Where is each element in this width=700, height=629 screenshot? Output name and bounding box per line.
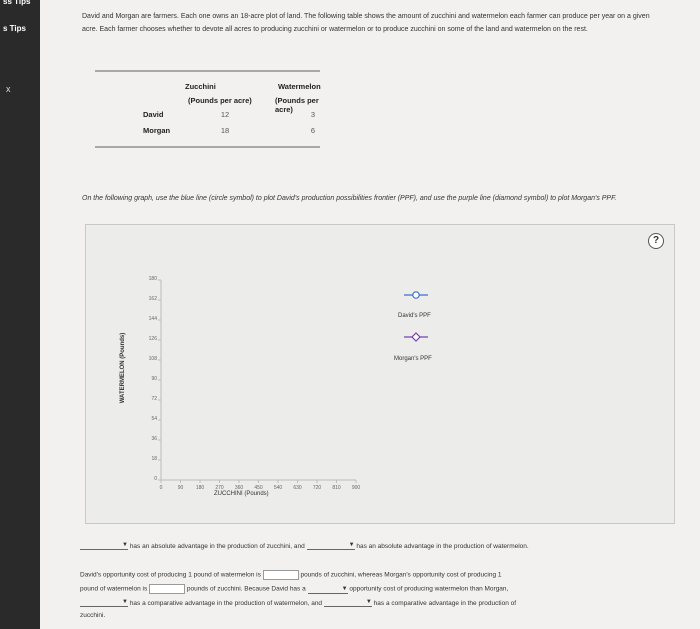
question-absolute-advantage [80, 541, 529, 550]
y-tick-label: 54 [151, 416, 157, 422]
y-tick-label: 180 [148, 276, 157, 282]
q3-c-text: zucchini. [80, 612, 106, 619]
q2-b-text: pounds of zucchini, whereas Morgan's opportunity cost of producing 1 [300, 571, 502, 579]
y-tick-label: 36 [151, 436, 157, 442]
morgan-legend-label: Morgan's PPF [394, 356, 432, 362]
y-tick-label: 108 [148, 356, 157, 362]
morgan-zucchini: 18 [220, 126, 230, 135]
comparative-watermelon-dropdown[interactable]: ▼ [80, 598, 128, 607]
x-tick-label: 270 [215, 485, 224, 491]
production-table [95, 70, 320, 148]
david-zucchini: 12 [220, 110, 230, 119]
x-tick-label: 0 [159, 485, 163, 491]
x-tick-label: 720 [312, 485, 322, 491]
y-tick-label: 144 [148, 316, 157, 322]
x-tick-label: 450 [254, 485, 263, 491]
absolute-zucchini-dropdown[interactable]: ▼ [80, 541, 128, 550]
morgan-watermelon: 6 [310, 126, 316, 135]
x-tick-label: 90 [177, 485, 184, 491]
x-tick-label: 180 [195, 485, 205, 491]
david-legend-label: David's PPF [398, 313, 431, 319]
row-morgan-name: Morgan [143, 126, 171, 135]
q2-e-text: opportunity cost of producing watermelon than Morgan, [349, 585, 509, 593]
intro-text: David and Morgan are farmers. Each one owns an 18-acre plot of land. The following table shows the amount of zucchini and watermelon each farmer can produce per year on a given acre. Each farmer chooses whether to devote all acres to producing zucchini or watermelon or to produce zucchini on some of the land and watermelon on the rest. [82, 13, 650, 33]
question-comparative-advantage [80, 598, 516, 607]
question-opportunity-cost-line2 [80, 584, 508, 594]
q2-c-text: pound of watermelon is [80, 585, 148, 593]
david-opportunity-cost-input[interactable] [263, 570, 299, 580]
q2-d-text: pounds of zucchini. Because David has a [186, 585, 306, 593]
q1-end-text: has an absolute advantage in the production of watermelon. [356, 543, 529, 550]
table-top-rule [95, 70, 320, 72]
help-icon[interactable]: ? [648, 233, 664, 249]
david-watermelon: 3 [310, 110, 316, 119]
comparative-zucchini-dropdown[interactable]: ▼ [324, 598, 372, 607]
graph-instructions: On the following graph, use the blue line (circle symbol) to plot David's production possibilities frontier (PPF), and use the purple line (diamond symbol) to plot Morgan's PPF. [82, 195, 617, 202]
x-tick-label: 900 [351, 485, 361, 491]
ppf-graph[interactable] [86, 225, 676, 525]
row-david-name: David [143, 110, 164, 119]
q1-mid-text: has an absolute advantage in the production of zucchini, and [129, 543, 305, 550]
col-zucchini-header: Zucchini [185, 82, 216, 91]
x-axis-title: ZUCCHINI (Pounds) [214, 491, 269, 497]
absolute-watermelon-dropdown[interactable]: ▼ [307, 541, 355, 550]
x-tick-label: 810 [332, 485, 341, 491]
morgan-legend-marker[interactable] [404, 333, 428, 341]
y-tick-label: 162 [148, 296, 157, 302]
y-tick-label: 90 [151, 376, 157, 382]
x-tick-label: 540 [273, 485, 283, 491]
y-axis-title: WATERMELON (Pounds) [120, 332, 126, 404]
opportunity-cost-comparison-dropdown[interactable]: ▼ [308, 585, 348, 594]
question-panel [40, 0, 700, 629]
tips-label-top[interactable]: ss Tips [3, 0, 31, 6]
sidebar [0, 0, 40, 629]
question-comparative-advantage-end [80, 612, 105, 619]
col-zucchini-unit: (Pounds per acre) [188, 96, 252, 105]
col-watermelon-unit: (Pounds per acre) [275, 96, 319, 114]
x-tick-label: 360 [234, 485, 244, 491]
tips-label[interactable]: s Tips [3, 24, 26, 33]
graph-panel [85, 224, 675, 524]
grid-lines [158, 280, 356, 483]
x-tick-label: 630 [293, 485, 302, 491]
close-icon[interactable]: x [6, 84, 11, 94]
q2-a-text: David's opportunity cost of producing 1 pound of watermelon is [80, 571, 261, 579]
morgan-opportunity-cost-input[interactable] [149, 584, 185, 594]
y-tick-label: 0 [154, 476, 157, 482]
david-legend-marker[interactable] [404, 292, 428, 298]
y-tick-label: 72 [151, 396, 157, 402]
y-tick-label: 18 [151, 456, 157, 462]
q3-a-text: has a comparative advantage in the production of watermelon, and [129, 600, 323, 607]
question-opportunity-cost-line1 [80, 570, 502, 580]
q3-b-text: has a comparative advantage in the production of [373, 600, 517, 607]
table-bottom-rule [95, 146, 320, 148]
col-watermelon-header: Watermelon [278, 82, 321, 91]
y-tick-label: 126 [148, 336, 157, 342]
